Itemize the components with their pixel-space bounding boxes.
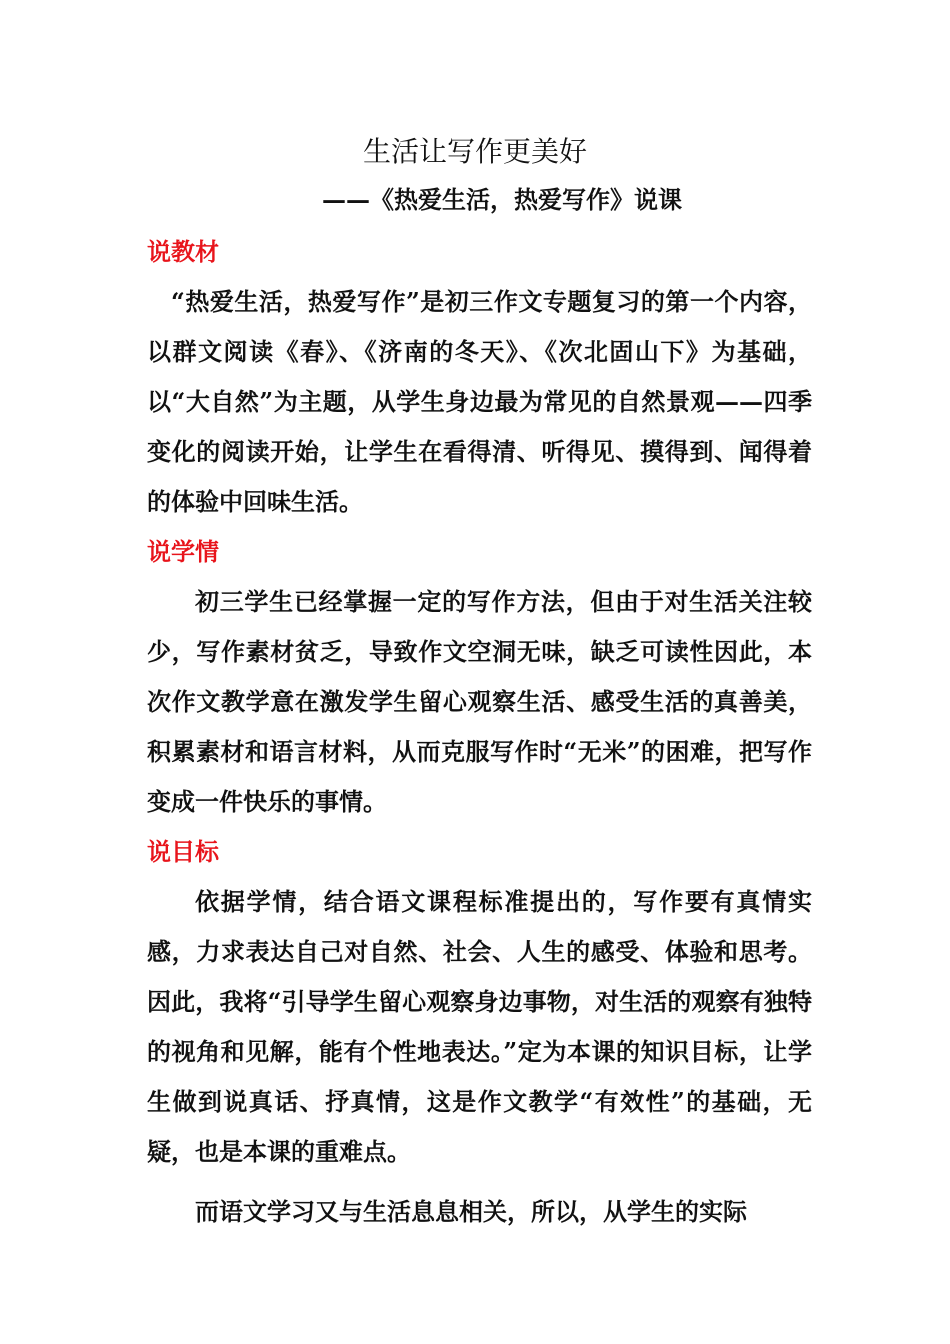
- section-paragraph: 依据学情，结合语文课程标准提出的，写作要有真情实感，力求表达自己对自然、社会、人生的感受、体验和思考。因此，我将“引导学生留心观察身边事物，对生活的观察有独特的视角和见解，能有个性地表达。”定为本课的知识目标，让学生做到说真话、抒真情，这是作文教学“有效性”的基础，无疑，也是本课的重难点。: [147, 887, 812, 1166]
- section-paragraph: “热爱生活，热爱写作”是初三作文专题复习的第一个内容，以群文阅读《春》、《济南的冬天》、《次北固山下》为基础，以“大自然”为主题，从学生身边最为常见的自然景观——四季变化的阅读开始，让学生在看得清、听得见、摸得到、闻得着的体验中回味生活。: [147, 287, 812, 516]
- section-paragraph: 初三学生已经掌握一定的写作方法，但由于对生活关注较少，写作素材贫乏，导致作文空洞无味，缺乏可读性因此，本次作文教学意在激发学生留心观察生活、感受生活的真善美，积累素材和语言材料，从而克服写作时“无米”的困难，把写作变成一件快乐的事情。: [147, 587, 812, 816]
- document-title: 生活让写作更美好: [362, 135, 587, 168]
- section-paragraph: 而语文学习又与生活息息相关，所以，从学生的实际: [195, 1197, 747, 1226]
- section-textbook: [147, 227, 812, 527]
- section-learner: [147, 527, 812, 827]
- section-objectives: [147, 827, 812, 1237]
- section-heading: 说教材: [147, 237, 219, 266]
- section-heading: 说学情: [147, 537, 219, 566]
- document-subtitle: ——《热爱生活，热爱写作》说课: [322, 185, 682, 214]
- section-heading: 说目标: [147, 837, 219, 866]
